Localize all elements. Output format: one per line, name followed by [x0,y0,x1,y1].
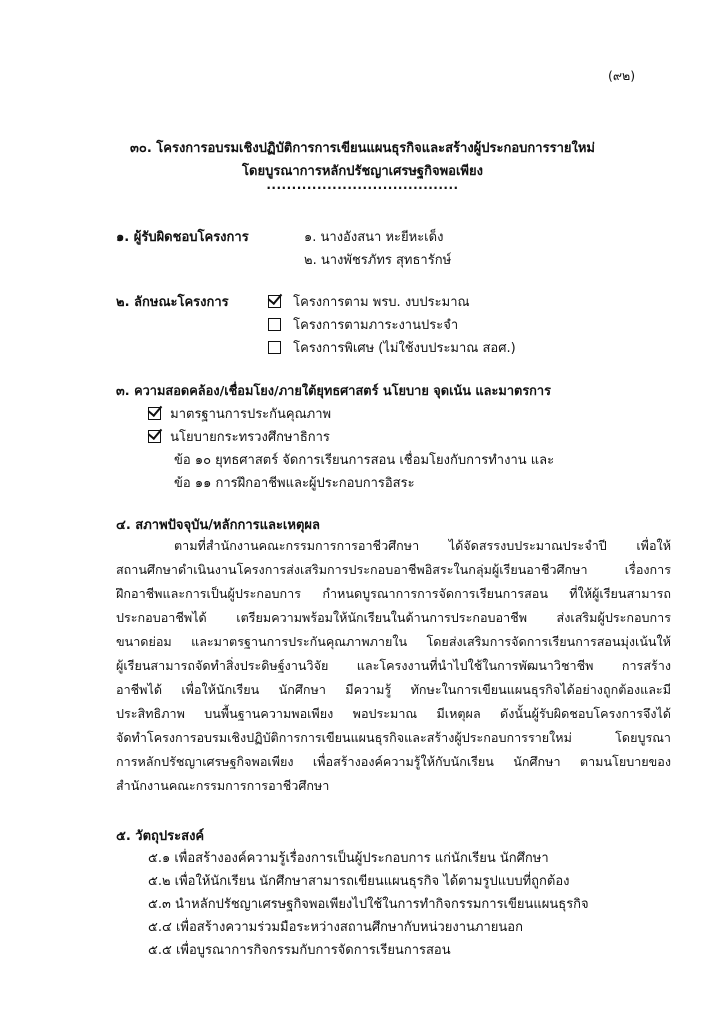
checkbox-checked-icon [148,430,161,443]
responsible-person-1: ๑. นางอังสนา หะยีหะเด็ง [304,230,444,245]
paragraph-line: ประสิทธิภาพ บนพื้นฐานความพอเพียง พอประมาณ มีเหตุผล ดังนั้นผู้รับผิดชอบโครงการจึงได้ [116,706,671,721]
paragraph-line: ผู้เรียนสามารถจัดทำสิ่งประดิษฐ์งานวิจัย และโครงงานที่นำไปใช้ในการพัฒนาวิชาชีพ การสร้าง [116,658,671,673]
policy-subitem-1: ข้อ ๑๐ ยุทธศาสตร์ จัดการเรียนการสอน เชื่อมโยงกับการทำงาน และ [174,453,555,468]
paragraph-line: ประกอบอาชีพได้ เตรียมความพร้อมให้นักเรียนในด้านการประกอบอาชีพ ส่งเสริมผู้ประกอบการ [116,610,671,625]
option-label: โครงการพิเศษ (ไม่ใช้งบประมาณ สอศ.) [293,341,516,356]
alignment-item-2 [148,426,330,447]
section4-heading: ๔. สภาพปัจจุบัน/หลักการและเหตุผล [116,518,320,533]
alignment-label: นโยบายกระทรวงศึกษาธิการ [170,430,330,445]
checkbox-checked-icon [148,407,161,420]
responsible-person-2: ๒. นางพัชรภัทร สุทธารักษ์ [304,253,452,268]
project-type-option-3 [268,337,516,358]
checkbox-empty-icon [268,318,281,331]
section3-heading: ๓. ความสอดคล้อง/เชื่อมโยง/ภายใต้ยุทธศาสตร์ นโยบาย จุดเน้น และมาตรการ [116,384,551,399]
section2-heading: ๒. ลักษณะโครงการ [116,295,229,310]
paragraph-line: ฝึกอาชีพและการเป็นผู้ประกอบการ กำหนดบูรณาการการจัดการเรียนการสอน ที่ให้ผู้เรียนสามารถ [116,586,671,601]
checkbox-checked-icon [268,295,281,308]
objective-item-3: ๕.๓ นำหลักปรัชญาเศรษฐกิจพอเพียงไปใช้ในการทำกิจกรรมการเขียนแผนธุรกิจ [148,897,589,912]
document-title-line1: ๓๐. โครงการอบรมเชิงปฏิบัติการการเขียนแผนธุรกิจและสร้างผู้ประกอบการรายใหม่ [130,141,595,156]
paragraph-line: ขนาดย่อม และมาตรฐานการประกันคุณภาพภายใน โดยส่งเสริมการจัดการเรียนการสอนมุ่งเน้นให้ [116,634,671,649]
objective-item-2: ๕.๒ เพื่อให้นักเรียน นักศึกษาสามารถเขียนแผนธุรกิจ ได้ตามรูปแบบที่ถูกต้อง [148,874,570,889]
project-type-option-1 [268,291,470,312]
option-label: โครงการตาม พรบ. งบประมาณ [293,295,470,310]
policy-subitem-2: ข้อ ๑๑ การฝึกอาชีพและผู้ประกอบการอิสระ [174,476,415,491]
objective-item-1: ๕.๑ เพื่อสร้างองค์ความรู้เรื่องการเป็นผู้ประกอบการ แก่นักเรียน นักศึกษา [148,851,549,866]
alignment-label: มาตรฐานการประกันคุณภาพ [170,407,332,422]
paragraph-line: สถานศึกษาดำเนินงานโครงการส่งเสริมการประกอบอาชีพอิสระในกลุ่มผู้เรียนอาชีวศึกษา เรื่องการ [116,562,671,577]
document-title-line2: โดยบูรณาการหลักปรัชญาเศรษฐกิจพอเพียง [242,164,483,179]
paragraph-line: อาชีพได้ เพื่อให้นักเรียน นักศึกษา มีความรู้ ทักษะในการเขียนแผนธุรกิจได้อย่างถูกต้องและมี [116,682,671,697]
title-dots: ...................................... [266,178,459,192]
section5-heading: ๕. วัตถุประสงค์ [116,829,205,844]
page-number: (๙๒) [608,68,636,83]
project-type-option-2 [268,314,458,335]
paragraph-line: จัดทำโครงการอบรมเชิงปฏิบัติการการเขียนแผนธุรกิจและสร้างผู้ประกอบการรายใหม่ โดยบูรณา [116,730,671,745]
option-label: โครงการตามภาระงานประจำ [293,318,459,333]
objective-item-4: ๕.๔ เพื่อสร้างความร่วมมือระหว่างสถานศึกษากับหน่วยงานภายนอก [148,920,523,935]
section1-heading: ๑. ผู้รับผิดชอบโครงการ [116,230,249,245]
paragraph-line: การหลักปรัชญาเศรษฐกิจพอเพียง เพื่อสร้างองค์ความรู้ให้กับนักเรียน นักศึกษา ตามนโยบายของ [116,754,671,769]
alignment-item-1 [148,403,331,424]
rationale-paragraph [116,534,671,798]
objective-item-5: ๕.๕ เพื่อบูรณาการกิจกรรมกับการจัดการเรียนการสอน [148,943,451,958]
paragraph-line: สำนักงานคณะกรรมการการอาชีวศึกษา [116,778,330,793]
checkbox-empty-icon [268,341,281,354]
paragraph-line: ตามที่สำนักงานคณะกรรมการการอาชีวศึกษา ได้จัดสรรงบประมาณประจำปี เพื่อให้ [174,538,671,553]
